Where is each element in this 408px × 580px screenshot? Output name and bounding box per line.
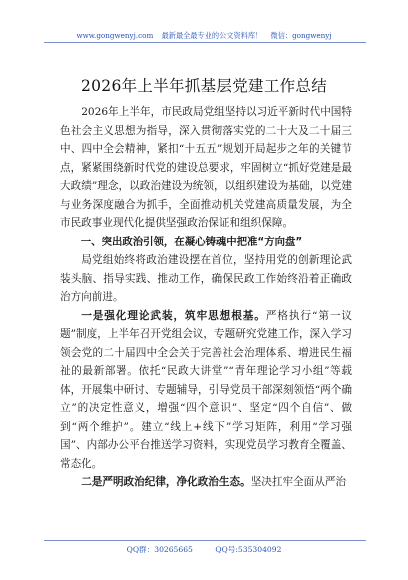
qq-number: QQ号:535304092 (215, 545, 282, 554)
site-slogan: 最新最全最专业的公文资料库！ (161, 31, 263, 40)
point-1-lead: 一是强化理论武装，筑牢思想根基。 (81, 309, 266, 322)
footer-divider (44, 540, 366, 541)
point-1-paragraph (60, 307, 352, 474)
document-title: 2026年上半年抓基层党建工作总结 (80, 77, 328, 95)
section-1-intro: 局党组始终将政治建设摆在首位，坚持用党的创新理论武装头脑、指导实践、推动工作，确保民政工作始终沿着正确政治方向前进。 (60, 254, 352, 303)
point-1-text: 严格执行“第一议题”制度，上半年召开党组会议，专题研究党建工作，深入学习领会党的二十届四中全会关于完善社会治理体系、增进民生福祉的最新部署。依托“民政大讲堂”“青年理论学习小组”等载体，开展集中研讨、专题辅导，引导党员干部深刻领悟“两个确立”的决定性意义，增强“四个意识”、坚定“四个自信”、做到“两个维护”。建立“线上+线下”学习矩阵，利用“学习强国”、内部办公平台推送学习资料，实现党员学习教育全覆盖、常态化。 (60, 309, 352, 470)
site-header (0, 31, 408, 41)
point-2-text: 坚决扛牢全面从严治 (250, 476, 347, 488)
qq-group: QQ群：30265665 (126, 545, 193, 554)
intro-paragraph: 2026年上半年，市民政局党组坚持以习近平新时代中国特色社会主义思想为指导，深入贯彻落实党的二十大及二十届三中、四中全会精神，紧扣“十五五”规划开局起步之年的关键节点，紧紧围绕新时代党的建设总要求，牢固树立“抓好党建是最大政绩”理念，以政治建设为统领，以组织建设为基础，以党建与业务深度融合为抓手，全面推动机关党建高质量发展，为全市民政事业现代化提供坚强政治保证和组织保障。 (60, 106, 352, 229)
point-2-paragraph (60, 473, 352, 492)
document-body (60, 103, 352, 492)
site-url-link[interactable]: www.gongwenyj.com (76, 31, 154, 40)
site-footer (0, 544, 408, 555)
section-1-heading: 一、突出政治引领，在凝心铸魂中把准“方向盘” (80, 235, 303, 248)
header-divider (44, 42, 366, 43)
wechat-id: 微信：gongwenyj (270, 31, 332, 40)
point-2-lead: 二是严明政治纪律，净化政治生态。 (81, 476, 251, 488)
